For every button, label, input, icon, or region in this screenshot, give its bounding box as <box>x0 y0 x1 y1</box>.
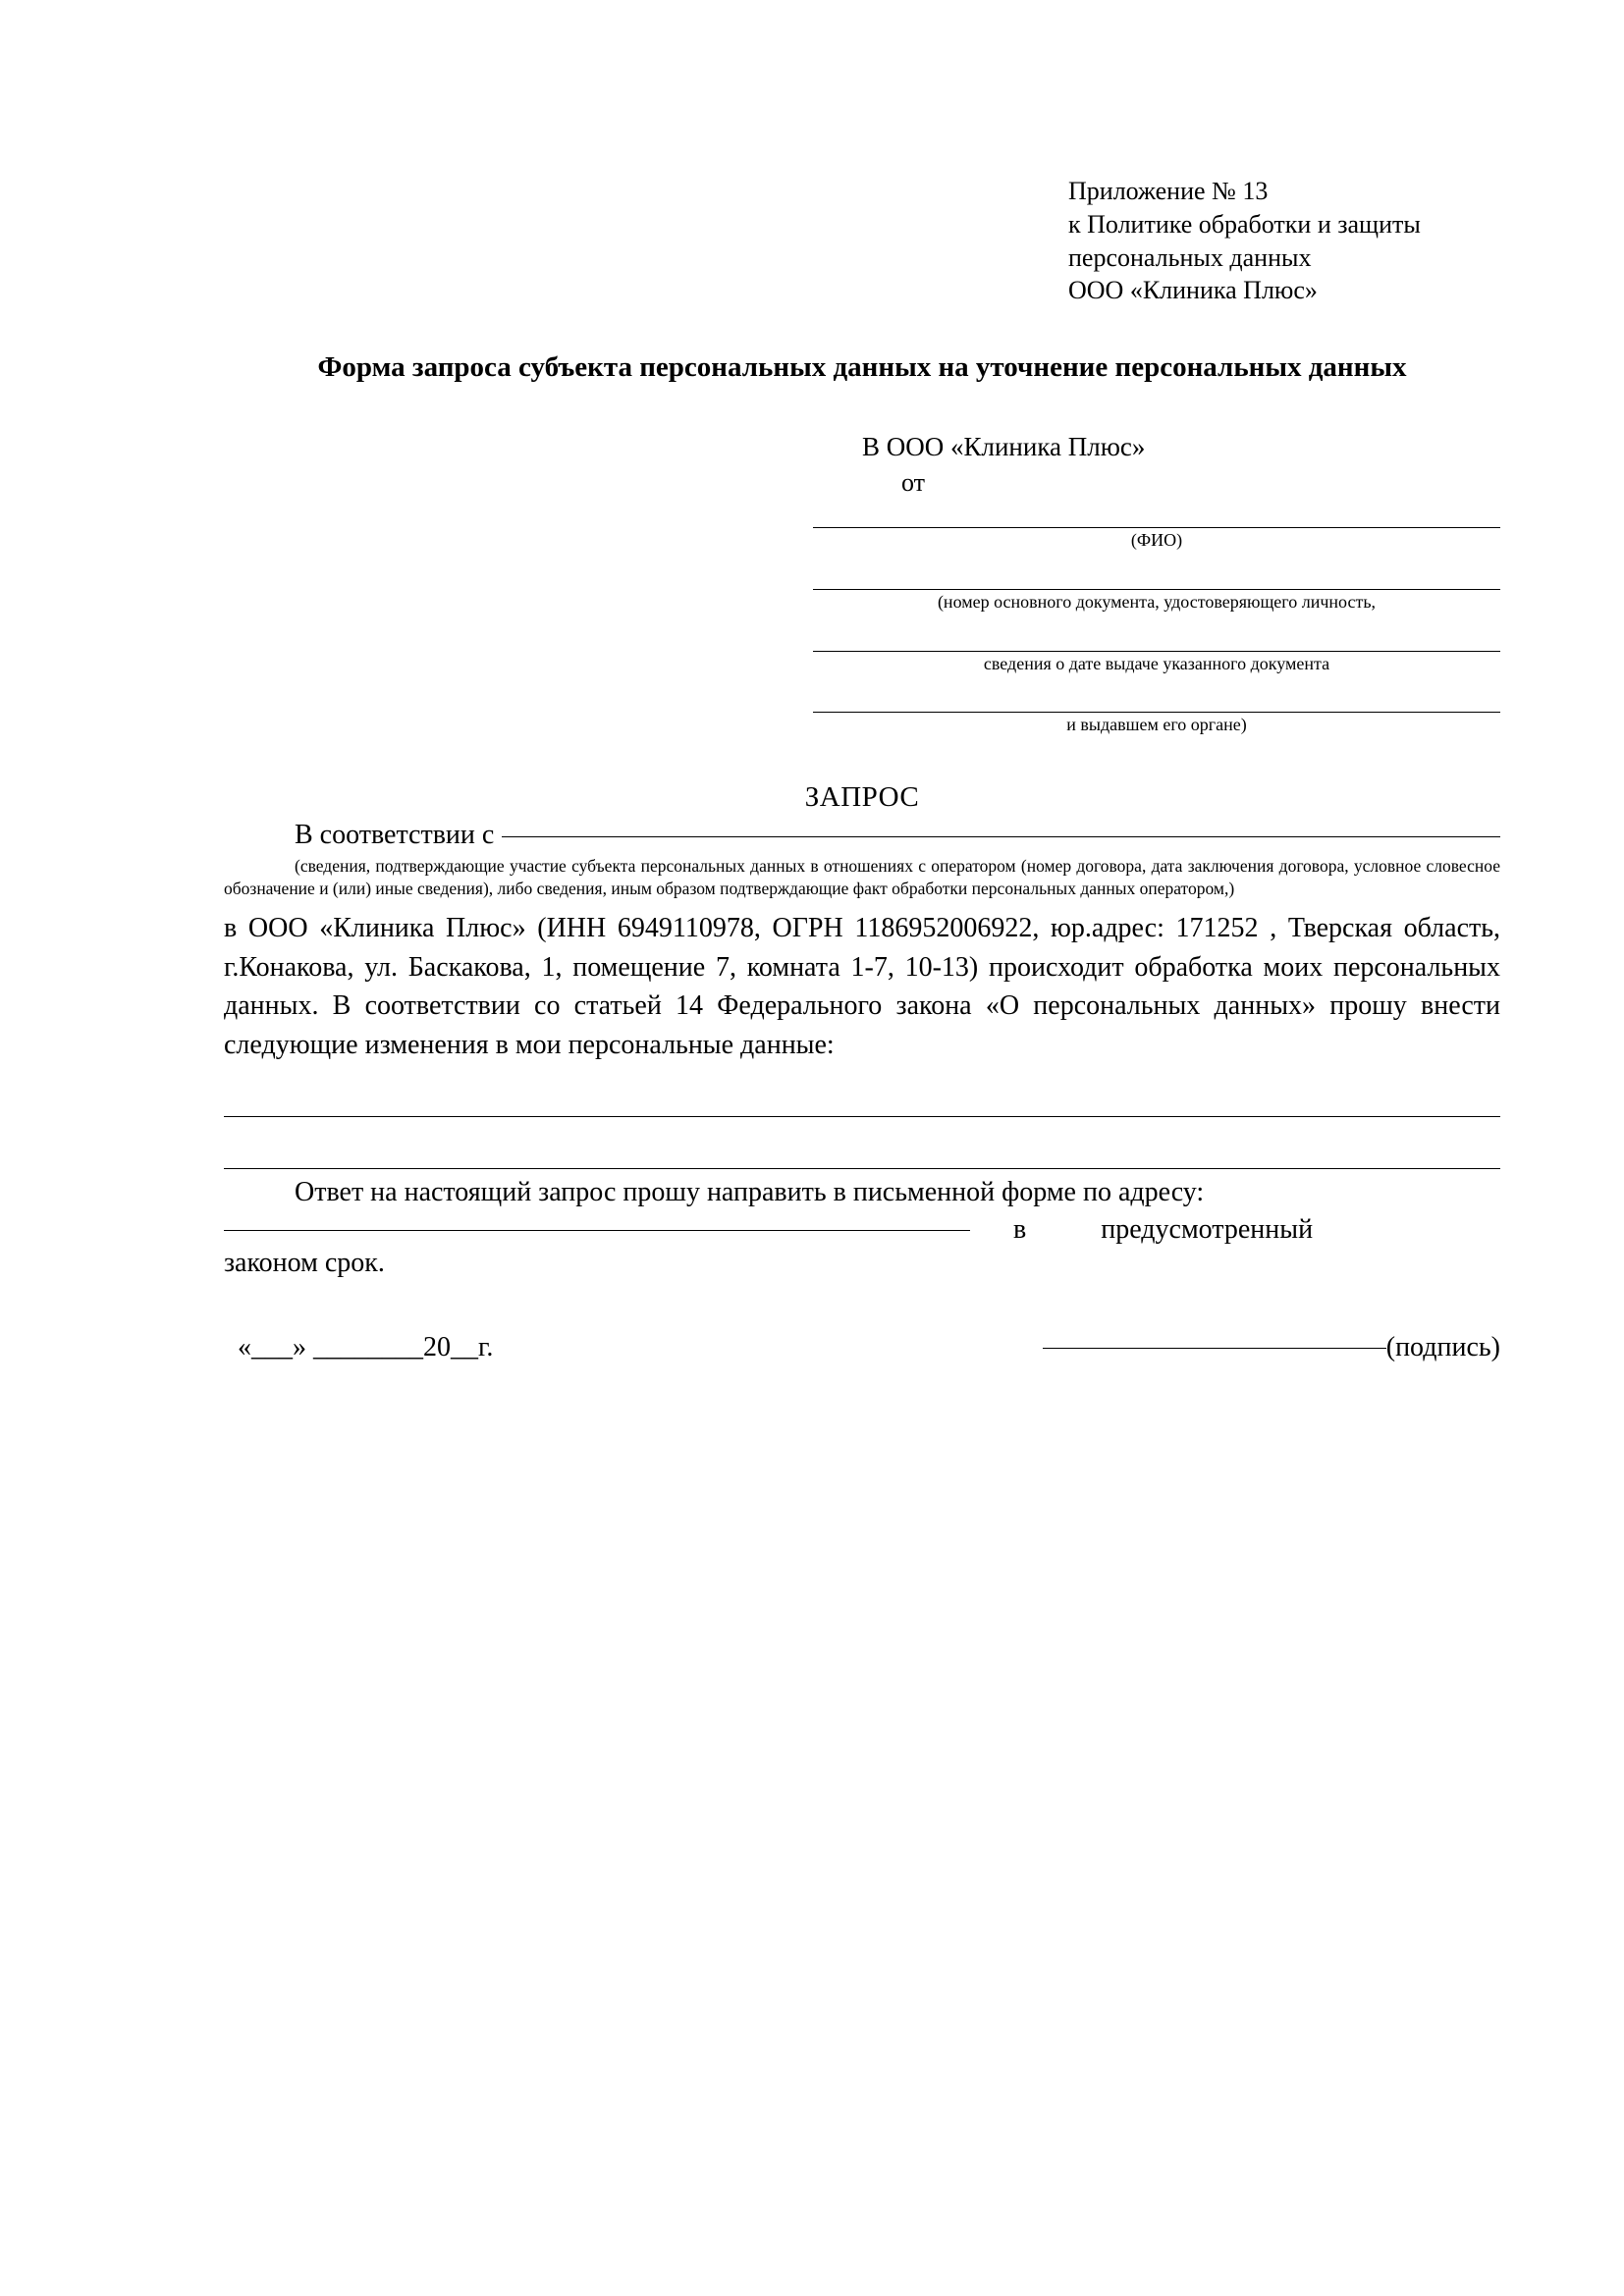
signature-caption: (подпись) <box>1385 1331 1500 1362</box>
request-body-paragraph: в ООО «Клиника Плюс» (ИНН 6949110978, ОГРН 1186952006922, юр.адрес: 171252 , Тверская область, г.Конакова, ул. Баскакова, 1, помещение 7, комната 1-7, 10-13) происходит обработка моих персональных данных. В соответствии со статьей 14 Федерального закона «О персональных данных» прошу внести следующие изменения в мои персональные данные: <box>224 912 1500 1061</box>
basis-lead-text: В соответствии с <box>295 819 495 850</box>
document-number-input-line[interactable] <box>813 560 1500 590</box>
document-issuer-field-group <box>813 682 1500 744</box>
basis-line <box>224 820 1500 851</box>
document-content <box>224 175 1500 1363</box>
addressee-from-label: от <box>901 468 926 498</box>
document-date-field-group <box>813 621 1500 683</box>
answer-tail-text: законом срок. <box>224 1247 385 1278</box>
answer-word-v: в <box>1013 1213 1027 1245</box>
answer-word-predusmotrenny: предусмотренный <box>1101 1213 1314 1245</box>
fio-caption: (ФИО) <box>1130 530 1183 551</box>
basis-input-line[interactable] <box>502 836 1500 837</box>
request-heading: ЗАПРОС <box>804 780 920 813</box>
answer-address-line <box>224 1214 1500 1246</box>
document-number-field-group <box>813 560 1500 621</box>
appendix-header <box>1068 175 1500 307</box>
answer-address-input-line[interactable] <box>224 1230 970 1231</box>
signature-field-group <box>1043 1332 1500 1363</box>
appendix-line-1: Приложение № 13 <box>1068 177 1269 205</box>
changes-input-line-2[interactable] <box>224 1125 1500 1169</box>
appendix-line-4: ООО «Клиника Плюс» <box>1068 276 1318 305</box>
signature-input-line[interactable] <box>1043 1348 1386 1349</box>
document-issuer-caption: и выдавшем его органе) <box>1066 715 1247 735</box>
signature-date-field[interactable]: «___» ________20__г. <box>238 1331 494 1362</box>
page-title: Форма запроса субъекта персональных данных на уточнение персональных данных <box>317 351 1407 384</box>
answer-intro-paragraph: Ответ на настоящий запрос прошу направить в письменной форме по адресу: <box>295 1176 1205 1207</box>
addressee-block <box>224 432 1500 743</box>
basis-note-text: (сведения, подтверждающие участие субъекта персональных данных в отношениях с оператором (номер договора, дата заключения договора, условное словесное обозначение и (или) иные сведения), либо сведения, иным образом подтверждающие факт обработки персональных данных оператором,) <box>224 855 1500 899</box>
document-issuer-input-line[interactable] <box>813 682 1500 713</box>
document-number-caption: (номер основного документа, удостоверяющего личность, <box>937 591 1377 612</box>
appendix-line-3: персональных данных <box>1068 242 1312 272</box>
fio-input-line[interactable] <box>813 498 1500 528</box>
addressee-organization: В ООО «Клиника Плюс» <box>862 432 1146 462</box>
signature-row <box>224 1332 1500 1363</box>
appendix-line-2: к Политике обработки и защиты <box>1068 209 1421 239</box>
document-date-caption: сведения о дате выдаче указанного документа <box>983 653 1330 673</box>
changes-input-line-1[interactable] <box>224 1073 1500 1117</box>
basis-note <box>224 855 1500 901</box>
fio-field-group <box>813 498 1500 560</box>
document-date-input-line[interactable] <box>813 621 1500 652</box>
